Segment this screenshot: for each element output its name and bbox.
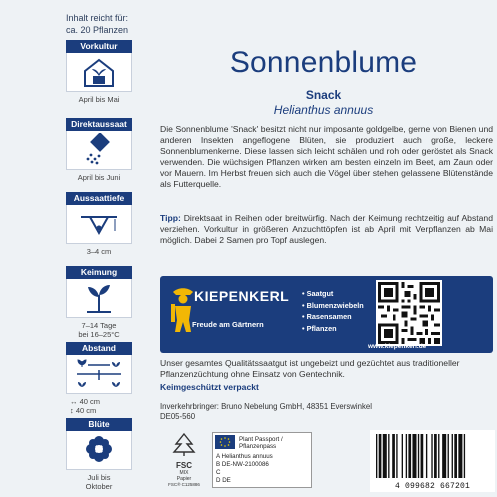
block-direktaussaat [66, 118, 132, 182]
flower-icon [79, 433, 119, 467]
brand-banner [160, 276, 493, 353]
block-caption: April bis Mai [78, 95, 120, 104]
list-item: • Saatgut [302, 288, 364, 300]
block-bluete [66, 418, 132, 491]
block-caption: 7–14 Tage bei 16–25°C [78, 321, 120, 339]
block-title: Keimung [66, 266, 132, 279]
fsc-label: FSC MIX Papier FSC® C125886 [168, 432, 200, 488]
tip-text: Direktsaat in Reihen oder breitwürfig. Nach der Keimung rechtzeitig auf Abstand verziehen. Vorkultur in größeren Anzuchttöpfen ist ab April mit Verpflanzen ab Mai möglich. Dabei 2 Samen pro Topf auslegen. [160, 213, 493, 245]
product-description: Die Sonnenblume 'Snack' besitzt nicht nur imposante goldgelbe, gerne von Bienen und anderen Insekten angeflogene Blüten, sie produziert auch große, leckere Sonnenblumenkerne. Diese lassen sich leicht schälen und roh oder geröstet als Snack verwenden. Die wüchsigen Pflanzen wirken am besten einzeln im Beet, am Zaun oder vor Mauern. Im Herbst freuen sich auch die Vögel über stehen gelassene Blütenstände als Futterquelle. [160, 124, 493, 189]
contents-info: Inhalt reicht für: ca. 20 Pflanzen [66, 13, 129, 35]
block-title: Aussaattiefe [66, 192, 132, 205]
qr-code-icon [378, 282, 440, 344]
product-variety: Snack [305, 88, 342, 102]
block-abstand [66, 342, 132, 415]
product-latin-name: Helianthus annuus [273, 103, 374, 117]
plant-passport: Plant Passport / Pflanzenpass A Helianthus annuus B DE-NW-2100086 C D DE [212, 432, 312, 488]
ean-barcode [370, 430, 495, 492]
list-item: • Rasensamen [302, 311, 364, 323]
eu-flag-icon [215, 435, 235, 449]
quality-statement: Unser gesamtes Qualitätssaatgut ist ungebeizt und gezüchtet aus traditioneller Pflanzenzüchtung ohne Einsatz von Gentechnik. [160, 358, 460, 379]
block-title: Abstand [66, 342, 132, 355]
block-caption: Juli bis Oktober [85, 473, 113, 491]
qr-code[interactable] [376, 280, 442, 346]
block-title: Blüte [66, 418, 132, 431]
brand-slogan: Freude am Gärtnern [192, 320, 264, 329]
seedling-icon [79, 281, 119, 315]
spacing-icon [74, 357, 124, 391]
cultivation-info-column [0, 0, 140, 497]
block-caption: April bis Juni [77, 173, 121, 182]
fsc-tree-icon [168, 432, 200, 456]
brand-name: KIEPENKERL [194, 288, 290, 304]
list-item: • Pflanzen [302, 323, 364, 335]
brand-url[interactable]: www.kiepenkerl.de [368, 343, 427, 350]
block-title: Vorkultur [66, 40, 132, 53]
block-caption: ↔ 40 cm ↕ 40 cm [70, 397, 101, 415]
product-info-column [150, 0, 497, 497]
distributor-info: Inverkehrbringer: Bruno Nebelung GmbH, 48351 Everswinkel DE05-560 [160, 402, 372, 421]
list-item: • Blumenzwiebeln [302, 300, 364, 312]
tip-label: Tipp: [160, 213, 181, 223]
block-vorkultur [66, 40, 132, 104]
product-title: Sonnenblume [229, 46, 418, 79]
barcode-icon [370, 430, 495, 480]
sowing-tip [160, 213, 493, 246]
seed-scatter-icon [79, 133, 119, 167]
greenhouse-icon [79, 55, 119, 89]
barcode-number: 4 099682 667201 [394, 482, 470, 491]
block-keimung [66, 266, 132, 339]
block-aussaattiefe [66, 192, 132, 256]
block-caption: 3–4 cm [86, 247, 112, 256]
sowing-depth-icon [77, 207, 121, 241]
brand-product-list [302, 288, 364, 334]
block-title: Direktaussaat [66, 118, 132, 131]
seed-protection-note: Keimgeschützt verpackt [160, 382, 259, 392]
